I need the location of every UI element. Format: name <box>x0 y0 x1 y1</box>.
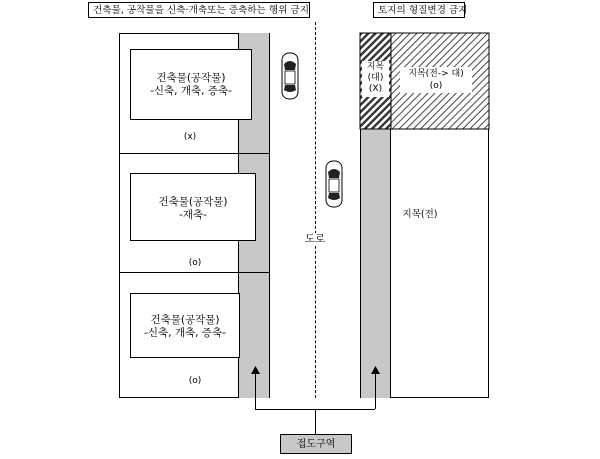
land-dae-label: 지목 <box>366 62 385 72</box>
road-centerline <box>315 22 316 398</box>
land-dae-mark: (X) <box>368 84 383 94</box>
right-header: 토지의 형질변경 금지 <box>373 2 465 18</box>
left-header: 건축물, 공작물을 신축·개축또는 증축하는 행위 금지 <box>88 2 310 18</box>
lot-1-mark: (x) <box>183 132 197 142</box>
lot-divider <box>238 153 270 154</box>
connector-line <box>375 372 376 409</box>
zone-label: 접도구역 <box>296 439 336 450</box>
arrow-up-icon <box>371 366 380 374</box>
land-dae-type: (대) <box>367 73 384 83</box>
building-2-action: -재축- <box>179 209 207 221</box>
lot-2-mark: (o) <box>188 258 202 268</box>
land-change-mark: (o) <box>429 81 443 91</box>
car-icon <box>325 160 343 208</box>
lot-3-mark: (o) <box>188 376 202 386</box>
road-label: 도로 <box>300 233 330 246</box>
building-2-label: 건축물(공작물) <box>158 196 228 208</box>
building-3-label: 건축물(공작물) <box>150 314 220 326</box>
connector-line <box>315 409 316 434</box>
lot-divider <box>238 272 270 273</box>
building-1-action: -신축, 개축, 증축- <box>150 85 232 97</box>
building-1-label: 건축물(공작물) <box>156 72 226 84</box>
land-change-label: 지목(전-> 대) <box>408 69 464 79</box>
building-3-action: -신축, 개축, 증축- <box>144 327 226 339</box>
connector-line <box>255 372 256 409</box>
land-jeon-label: 지목(전) <box>402 209 438 220</box>
arrow-up-icon <box>251 366 260 374</box>
car-icon <box>281 52 299 100</box>
